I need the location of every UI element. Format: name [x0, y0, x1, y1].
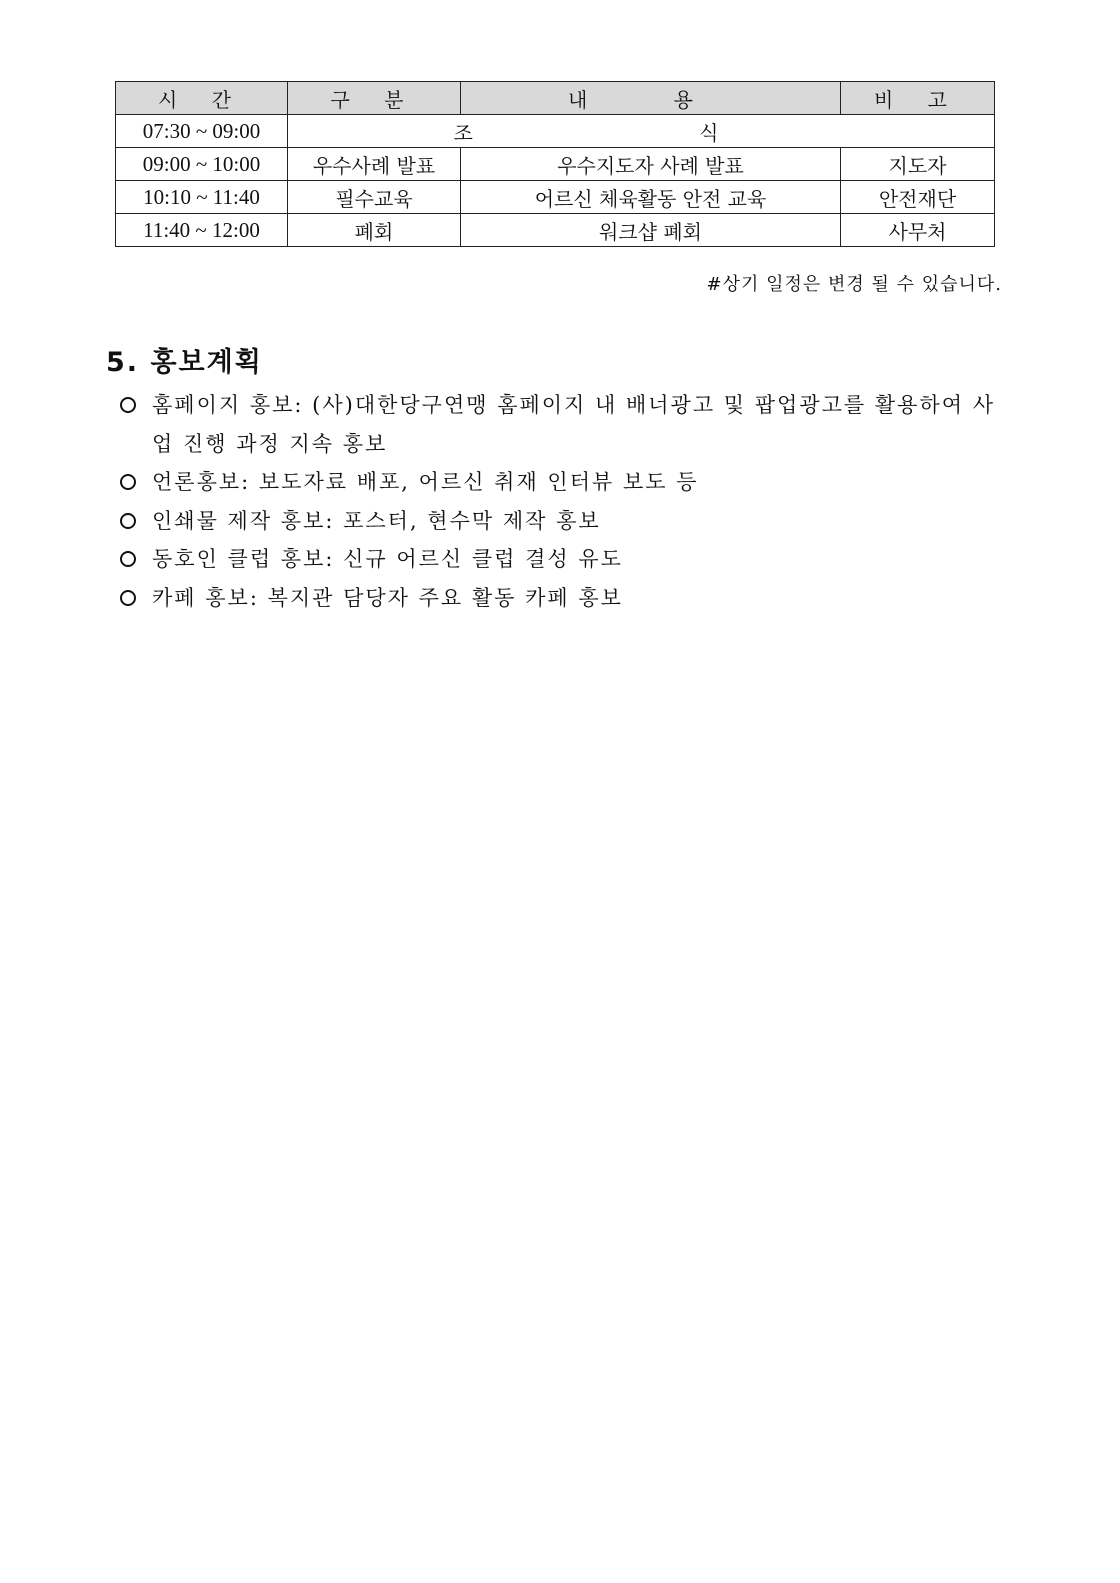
header-note: 비 고	[841, 82, 995, 115]
promotion-plan-list	[118, 386, 998, 617]
table-header-row	[116, 82, 995, 115]
list-item-text: 카페 홍보: 복지관 담당자 주요 활동 카페 홍보	[152, 585, 623, 610]
note-cell: 안전재단	[841, 181, 995, 214]
category-cell: 폐회	[288, 214, 461, 247]
content-cell: 워크샵 폐회	[461, 214, 841, 247]
list-item	[118, 386, 998, 463]
time-cell: 10:10 ~ 11:40	[116, 181, 288, 214]
section-title: 5. 홍보계획	[106, 347, 263, 378]
category-cell: 우수사례 발표	[288, 148, 461, 181]
time-cell: 09:00 ~ 10:00	[116, 148, 288, 181]
table-row	[116, 214, 995, 247]
list-item-text: 홈페이지 홍보: (사)대한당구연맹 홈페이지 내 배너광고 및 팝업광고를 활용하여 사업 진행 과정 지속 홍보	[152, 393, 995, 456]
list-item-text: 인쇄물 제작 홍보: 포스터, 현수막 제작 홍보	[152, 508, 601, 533]
time-cell: 11:40 ~ 12:00	[116, 214, 288, 247]
header-time: 시 간	[116, 82, 288, 115]
circle-bullet-icon	[120, 590, 136, 606]
breakfast-cell: 조 식	[288, 115, 995, 148]
list-item	[118, 502, 998, 541]
list-item	[118, 540, 998, 579]
schedule-footnote: #상기 일정은 변경 될 수 있습니다.	[706, 274, 1002, 295]
table-row	[116, 181, 995, 214]
table-row	[116, 115, 995, 148]
schedule-table	[115, 81, 995, 247]
content-cell: 어르신 체육활동 안전 교육	[461, 181, 841, 214]
list-item	[118, 463, 998, 502]
content-cell: 우수지도자 사례 발표	[461, 148, 841, 181]
circle-bullet-icon	[120, 513, 136, 529]
header-content: 내 용	[461, 82, 841, 115]
time-cell: 07:30 ~ 09:00	[116, 115, 288, 148]
header-category: 구 분	[288, 82, 461, 115]
circle-bullet-icon	[120, 397, 136, 413]
list-item-text: 동호인 클럽 홍보: 신규 어르신 클럽 결성 유도	[152, 547, 623, 571]
list-item	[118, 579, 998, 618]
circle-bullet-icon	[120, 551, 136, 567]
list-item-text: 언론홍보: 보도자료 배포, 어르신 취재 인터뷰 보도 등	[152, 470, 699, 494]
note-cell: 지도자	[841, 148, 995, 181]
circle-bullet-icon	[120, 474, 136, 490]
category-cell: 필수교육	[288, 181, 461, 214]
note-cell: 사무처	[841, 214, 995, 247]
table-row	[116, 148, 995, 181]
